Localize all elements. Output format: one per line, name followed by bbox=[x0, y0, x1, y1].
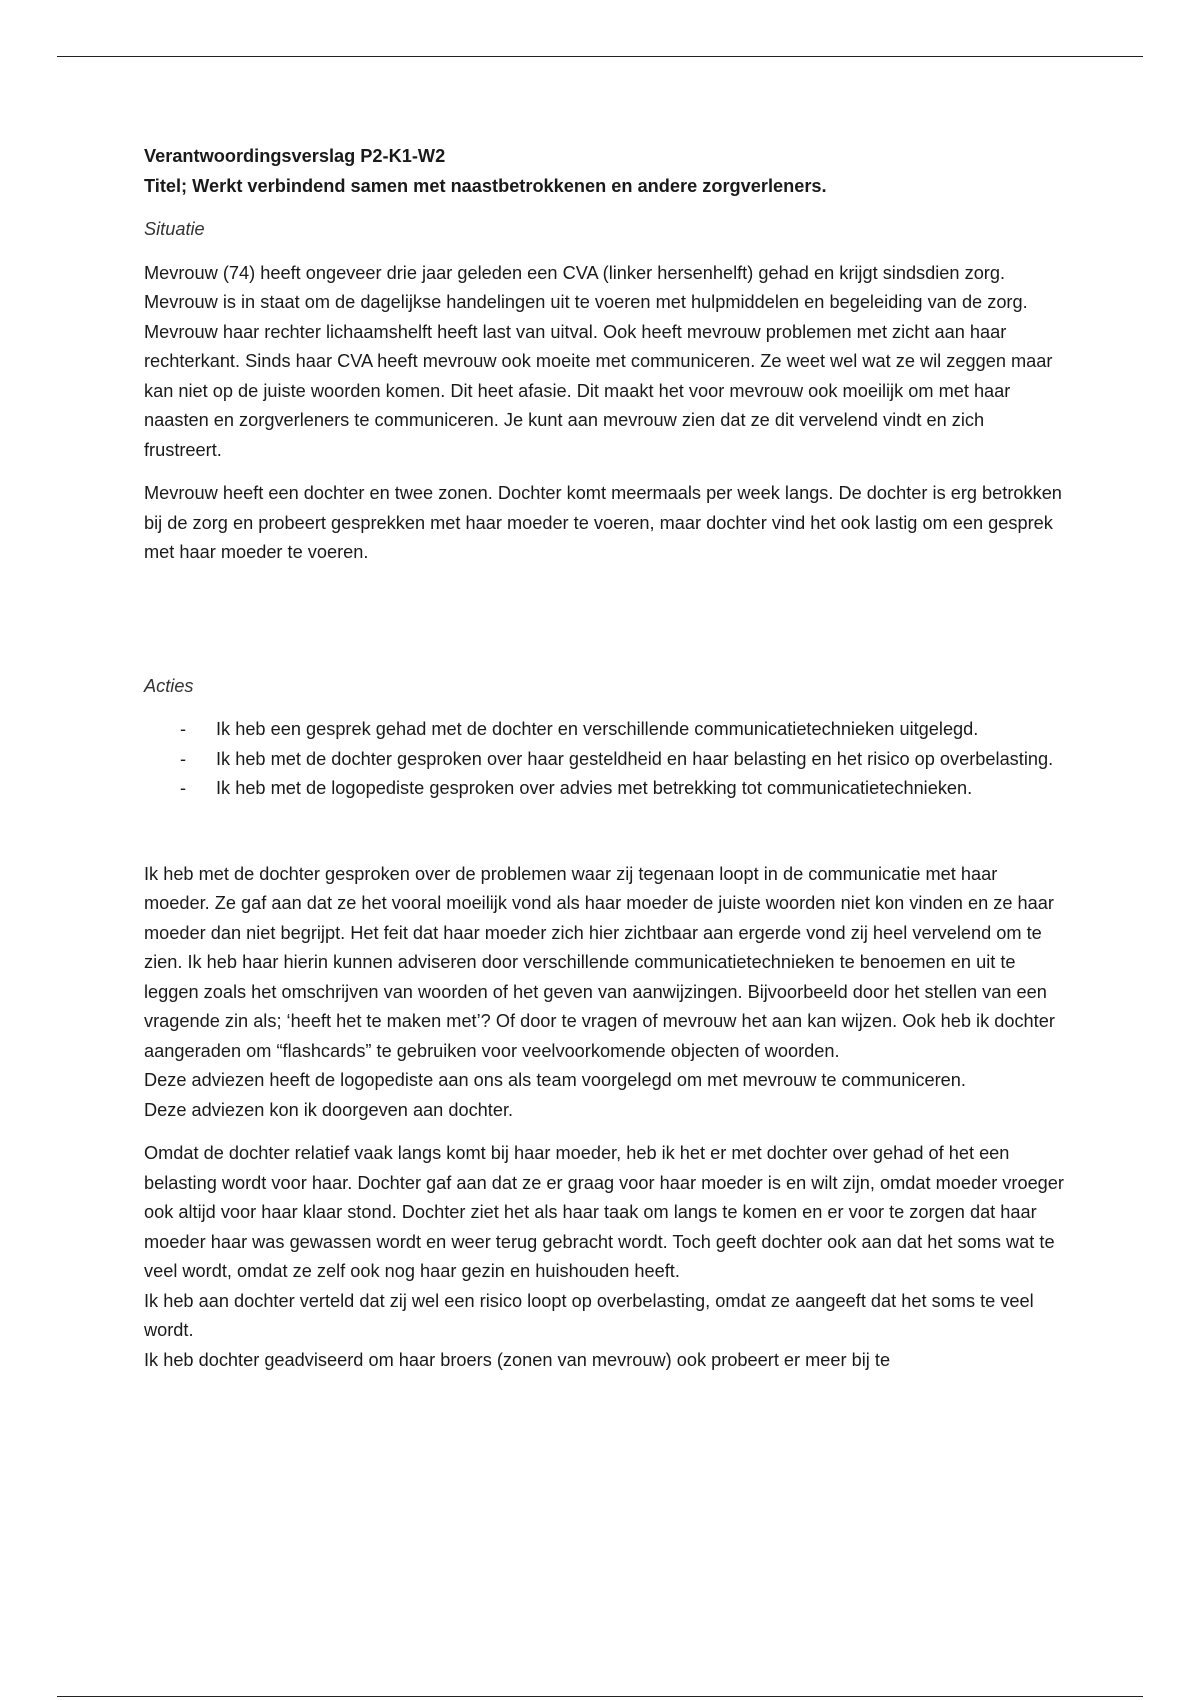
list-item bbox=[144, 745, 1064, 775]
section-heading-situatie: Situatie bbox=[144, 219, 205, 239]
body-paragraph: Ik heb dochter geadviseerd om haar broers (zonen van mevrouw) ook probeert er meer bij te bbox=[144, 1349, 891, 1370]
actions-list bbox=[144, 715, 1064, 804]
bullet-dash: - bbox=[180, 719, 187, 739]
situatie-paragraph: Mevrouw (74) heeft ongeveer drie jaar geleden een CVA (linker hersenhelft) gehad en krijgt sindsdien zorg. Mevrouw is in staat om de dagelijkse handelingen uit te voeren met hulpmiddelen en begeleiding van de zorg. Mevrouw haar rechter lichaamshelft heeft last van uitval. Ook heeft mevrouw problemen met zicht aan haar rechterkant. Sinds haar CVA heeft mevrouw ook moeite met communiceren. Ze weet wel wat ze wil zeggen maar kan niet op de juiste woorden komen. Dit heet afasie. Dit maakt het voor mevrouw ook moeilijk om met haar naasten en zorgverleners te communiceren. Je kunt aan mevrouw zien dat ze dit vervelend vindt en zich frustreert. bbox=[144, 262, 1053, 460]
document-body bbox=[144, 142, 1064, 1375]
list-item bbox=[144, 774, 1064, 804]
situatie-paragraph: Mevrouw heeft een dochter en twee zonen. Dochter komt meermaals per week langs. De dochter is erg betrokken bij de zorg en probeert gesprekken met haar moeder te voeren, maar dochter vind het ook lastig om een gesprek met haar moeder te voeren. bbox=[144, 483, 1062, 562]
section-heading-acties: Acties bbox=[144, 675, 194, 696]
body-paragraph: Ik heb met de dochter gesproken over de problemen waar zij tegenaan loopt in de communicatie met haar moeder. Ze gaf aan dat ze het vooral moeilijk vond als haar moeder de juiste woorden niet kon vinden en ze haar moeder dan niet begrijpt. Het feit dat haar moeder zich hier zichtbaar aan ergerde vond zij heel vervelend om te zien. Ik heb haar hierin kunnen adviseren door verschillende communicatietechnieken te benoemen en uit te leggen zoals het omschrijven van woorden of het geven van aanwijzingen. Bijvoorbeeld door het stellen van een vragende zin als; ‘heeft het te maken met’? Of door te vragen of mevrouw het aan kan wijzen. Ook heb ik dochter aangeraden om “flashcards” te gebruiken voor veelvoorkomende objecten of woorden. bbox=[144, 863, 1055, 1061]
list-item bbox=[144, 715, 1064, 745]
footer-rule bbox=[57, 1696, 1143, 1697]
body-paragraph: Ik heb aan dochter verteld dat zij wel een risico loopt op overbelasting, omdat ze aangeeft dat het soms te veel wordt. bbox=[144, 1290, 1034, 1340]
list-item-text: Ik heb met de logopediste gesproken over advies met betrekking tot communicatietechnieken. bbox=[216, 778, 973, 798]
list-item-text: Ik heb een gesprek gehad met de dochter en verschillende communicatietechnieken uitgelegd. bbox=[216, 719, 979, 739]
body-paragraph: Deze adviezen heeft de logopediste aan ons als team voorgelegd om met mevrouw te communiceren. bbox=[144, 1070, 966, 1090]
bullet-dash: - bbox=[180, 778, 187, 798]
document-title: Verantwoordingsverslag P2-K1-W2 bbox=[144, 146, 446, 166]
body-paragraph: Deze adviezen kon ik doorgeven aan dochter. bbox=[144, 1099, 514, 1120]
bullet-dash: - bbox=[180, 748, 187, 769]
list-item-text: Ik heb met de dochter gesproken over haar gesteldheid en haar belasting en het risico op overbelasting. bbox=[216, 748, 1054, 769]
body-paragraph: Omdat de dochter relatief vaak langs komt bij haar moeder, heb ik het er met dochter over gehad of het een belasting wordt voor haar. Dochter gaf aan dat ze er graag voor haar moeder is en wilt zijn, omdat moeder vroeger ook altijd voor haar klaar stond. Dochter ziet het als haar taak om langs te komen en er voor te zorgen dat haar moeder haar was gewassen wordt en weer terug gebracht wordt. Toch geeft dochter ook aan dat het soms wat te veel wordt, omdat ze zelf ook nog haar gezin en huishouden heeft. bbox=[144, 1143, 1064, 1281]
document-subtitle: Titel; Werkt verbindend samen met naastbetrokkenen en andere zorgverleners. bbox=[144, 175, 827, 196]
header-rule bbox=[57, 56, 1143, 57]
